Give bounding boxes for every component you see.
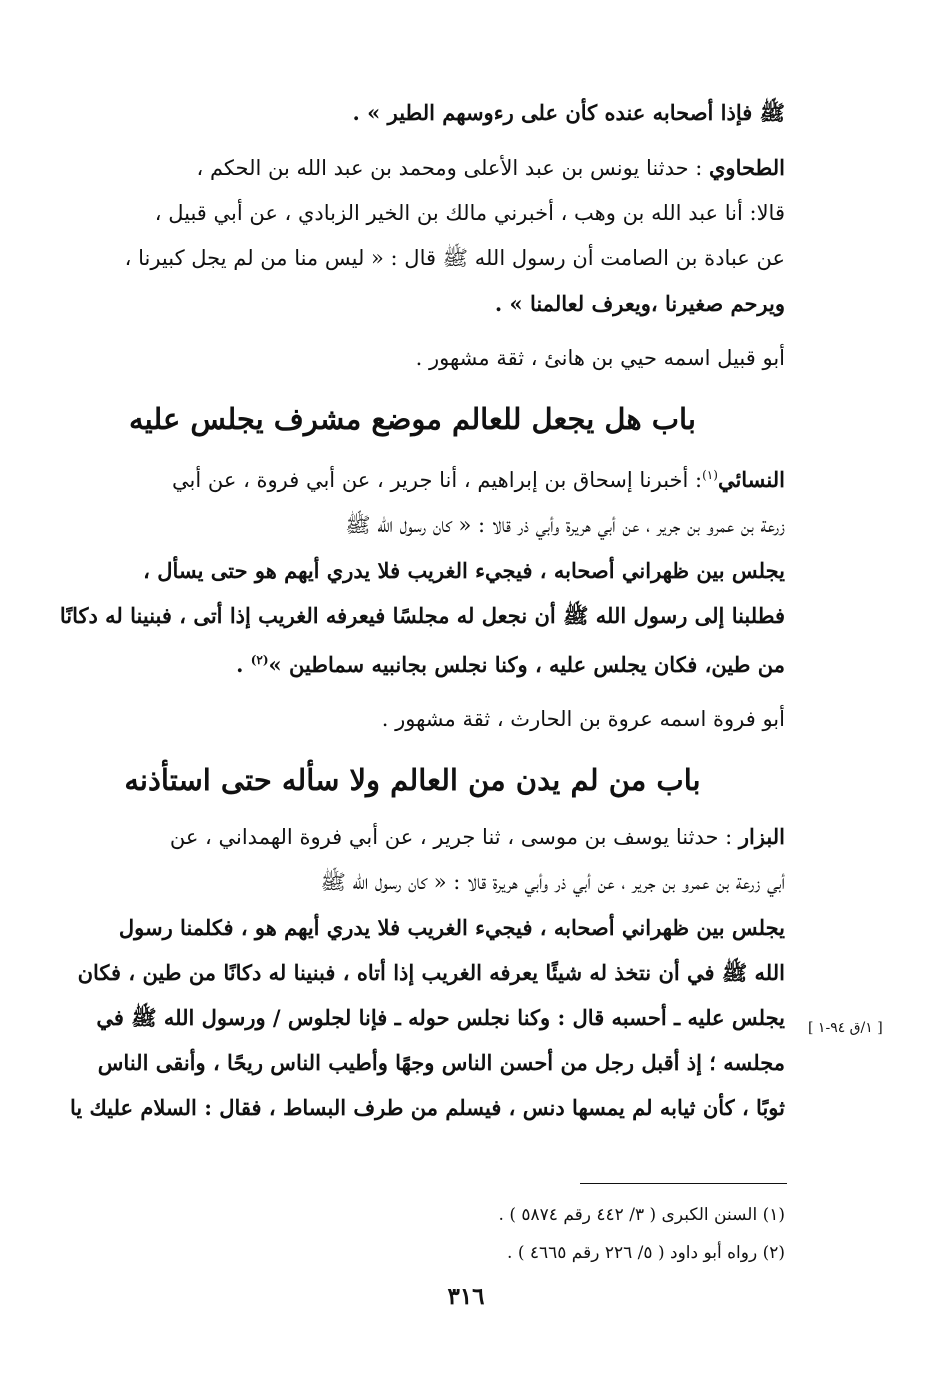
text-line: قالا: أنا عبد الله بن وهب ، أخبرني مالك بن الخير الزبادي ، عن أبي قبيل ، — [154, 201, 785, 225]
text-line: عن عبادة بن الصامت أن رسول الله ﷺ قال : « ليس منا من لم يجل كبيرنا ، — [124, 246, 785, 270]
text-line: زرعة بن عمرو بن جرير ، عن أبي هريرة وأبي ذر قالا : « كان رسول الله ﷺ — [345, 513, 785, 537]
page-number: ٣١٦ — [447, 1283, 485, 1310]
footnote-marker: (٢) — [250, 653, 269, 667]
text-span: من طين، فكان يجلس عليه ، وكنا نجلس بجانبيه سماطين » — [268, 652, 785, 677]
chapter-heading: باب من لم يدن من العالم ولا سأله حتى استأذنه — [124, 763, 701, 797]
source-name: النسائي — [717, 467, 785, 492]
main-text — [40, 90, 785, 1130]
tahawi-paragraph — [40, 145, 785, 326]
margin-reference: [ ١/ق ٩٤-١ ] — [808, 1020, 883, 1036]
text-line: يجلس بين ظهراني أصحابه ، فيجيء الغريب فلا يدري أيهم هو حتى يسأل ، — [143, 558, 785, 583]
text-span: : حدثنا يوسف بن موسى ، ثنا جرير ، عن أبي فروة الهمداني ، عن — [169, 825, 739, 849]
footnote-divider — [580, 1183, 787, 1184]
text-line: أبي زرعة بن عمرو بن جرير ، عن أبي ذر وأبي هريرة قالا : « كان رسول الله ﷺ — [320, 870, 785, 894]
footnote: (١) السنن الكبرى ( ٣/ ٤٤٢ رقم ٥٨٧٤ ) . — [498, 1205, 785, 1225]
text-line: يجلس بين ظهراني أصحابه ، فيجيء الغريب فلا يدري أيهم هو ، فكلمنا رسول — [118, 915, 785, 940]
text-line — [40, 145, 785, 191]
narrator-note: أبو قبيل اسمه حيي بن هانئ ، ثقة مشهور . — [415, 346, 785, 370]
nasai-paragraph — [40, 453, 785, 687]
text-line: مجلسه ؛ إذ أقبل رجل من أحسن الناس وجهًا وأطيب الناس ريحًا ، وأنقى الناس — [97, 1050, 785, 1075]
text-line — [40, 638, 785, 687]
text-line — [40, 814, 785, 860]
text-line: فطلبنا إلى رسول الله ﷺ أن نجعل له مجلسًا فيعرفه الغريب إذا أتى ، فبنينا له دكانًا — [59, 603, 785, 628]
source-name: البزار — [738, 824, 785, 849]
bazzar-paragraph — [40, 814, 785, 1130]
text-line: يجلس عليه ـ أحسبه قال : وكنا نجلس حوله ـ فإنا لجلوس / ورسول الله ﷺ في — [96, 1005, 785, 1030]
text-line: ويرحم صغيرنا ،ويعرف لعالمنا » . — [494, 291, 785, 316]
footnotes — [40, 1196, 785, 1272]
narrator-note: أبو فروة اسمه عروة بن الحارث ، ثقة مشهور . — [381, 707, 785, 731]
text-span: : أخبرنا إسحاق بن إبراهيم ، أنا جرير ، عن أبي فروة ، عن أبي — [172, 468, 703, 492]
text-line: ثوبًا ، كأن ثيابه لم يمسها دنس ، فيسلم من طرف البساط ، فقال : السلام عليك يا — [70, 1095, 785, 1120]
footnote: (٢) رواه أبو داود ( ٥/ ٢٢٦ رقم ٤٦٦٥ ) . — [507, 1243, 785, 1263]
text-line: الله ﷺ في أن نتخذ له شيئًا يعرفه الغريب إذا أتاه ، فبنينا له دكانًا من طين ، فكان — [77, 960, 785, 985]
source-name: الطحاوي — [709, 155, 785, 180]
text-line — [40, 453, 785, 503]
text-span: : حدثنا يونس بن عبد الأعلى ومحمد بن عبد الله بن الحكم ، — [196, 156, 709, 180]
text-span: . — [236, 652, 251, 677]
text-line: ﷺ فإذا أصحابه عنده كأن على رءوسهم الطير » . — [352, 100, 785, 125]
footnote-marker: (١) — [702, 468, 718, 482]
chapter-heading: باب هل يجعل للعالم موضع مشرف يجلس عليه — [129, 402, 696, 436]
